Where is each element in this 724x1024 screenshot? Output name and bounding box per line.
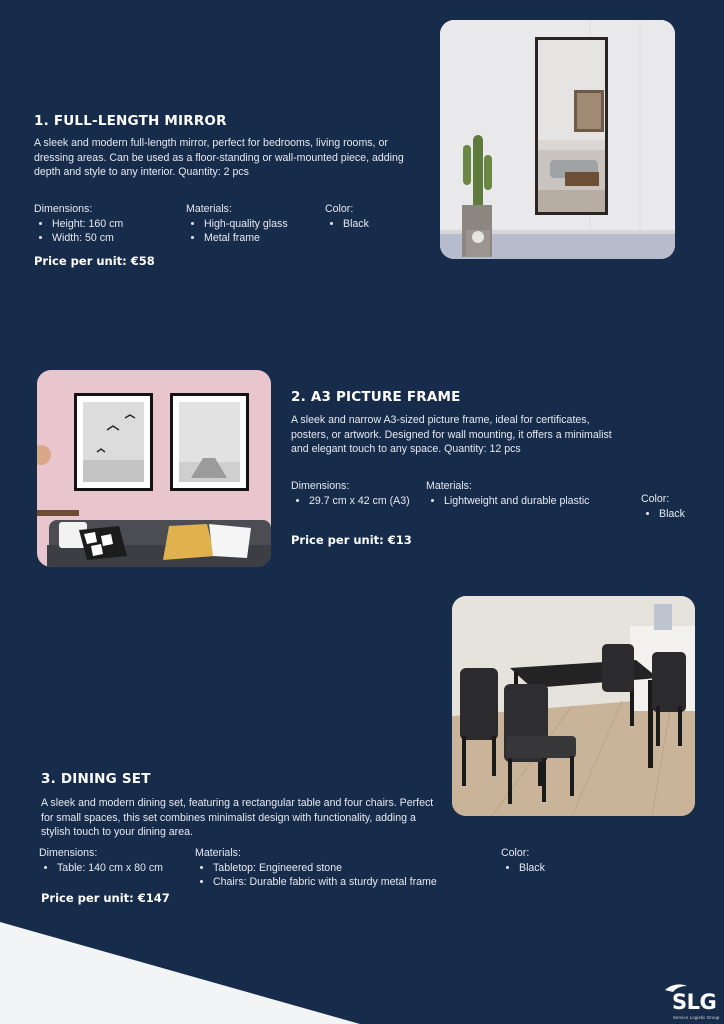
dimension-item: • 29.7 cm x 42 cm (A3)	[309, 494, 411, 509]
materials-block	[195, 846, 495, 890]
price-label: Price per unit: €13	[291, 533, 412, 547]
dimension-item: • Table: 140 cm x 80 cm	[57, 861, 189, 876]
mirror-photo	[440, 20, 675, 259]
material-item: • High-quality glass	[204, 217, 321, 232]
materials-block	[426, 479, 631, 508]
color-item: • Black	[659, 507, 711, 522]
materials-label: Materials:	[195, 847, 241, 859]
material-item: • Metal frame	[204, 231, 321, 246]
dimensions-label: Dimensions:	[39, 847, 98, 859]
color-label: Color:	[501, 847, 530, 859]
slg-logo	[664, 982, 724, 1022]
logo-subtitle: Service Logistic Group	[673, 1015, 720, 1020]
material-item: • Lightweight and durable plastic	[444, 494, 631, 509]
dimension-item: • Width: 50 cm	[52, 231, 184, 246]
materials-label: Materials:	[186, 203, 232, 215]
picture-frame-photo	[37, 370, 271, 567]
product-description: A sleek and modern dining set, featuring a rectangular table and four chairs. Perfect for small spaces, this set combines minimalist design with functionality, adding a stylish touch to your dining area.	[41, 797, 434, 839]
dimensions-label: Dimensions:	[291, 480, 350, 492]
dimensions-block	[34, 202, 184, 246]
color-block	[501, 846, 581, 875]
price-label: Price per unit: €147	[41, 891, 170, 905]
color-label: Color:	[325, 203, 354, 215]
dimensions-block	[39, 846, 189, 875]
color-item: • Black	[519, 861, 581, 876]
product-description: A sleek and modern full-length mirror, perfect for bedrooms, living rooms, or dressing areas. Can be used as a floor-standing or wall-mounted piece, adding depth and style to any interior. Quantity: 2 pcs	[34, 137, 404, 179]
materials-block	[186, 202, 321, 246]
color-label: Color:	[641, 493, 670, 505]
product-title: 2. A3 PICTURE FRAME	[291, 389, 461, 405]
dimension-item: • Height: 160 cm	[52, 217, 184, 232]
material-item: • Chairs: Durable fabric with a sturdy metal frame	[213, 875, 495, 890]
color-item: • Black	[343, 217, 405, 232]
logo-text: SLG	[672, 990, 717, 1014]
materials-label: Materials:	[426, 480, 472, 492]
dimensions-block	[291, 479, 411, 508]
price-label: Price per unit: €58	[34, 254, 155, 268]
color-block	[325, 202, 405, 231]
color-block	[641, 492, 711, 521]
material-item: • Tabletop: Engineered stone	[213, 861, 495, 876]
dimensions-label: Dimensions:	[34, 203, 93, 215]
dining-set-photo	[452, 596, 695, 816]
product-title: 1. FULL-LENGTH MIRROR	[34, 113, 227, 129]
product-title: 3. DINING SET	[41, 771, 151, 787]
product-description: A sleek and narrow A3-sized picture frame, ideal for certificates, posters, or artwork. Designed for wall mounting, it offers a minimalist and elegant touch to any space. Quantity: 12 pcs	[291, 414, 612, 456]
